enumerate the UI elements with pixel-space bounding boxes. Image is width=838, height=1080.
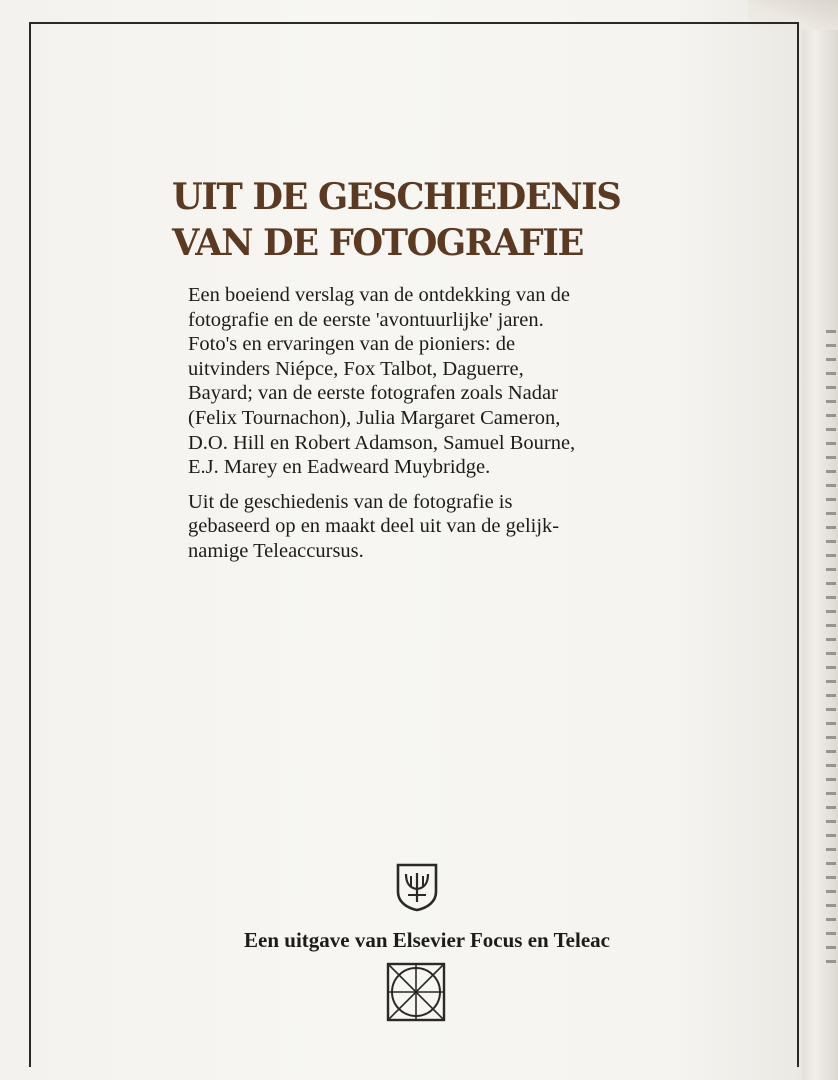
text-line: Een boeiend verslag van de ontdekking van de: [188, 284, 570, 306]
teleac-circle-logo-icon: [386, 962, 446, 1022]
cover-title: [172, 174, 682, 266]
publisher-line: Een uitgave van Elsevier Focus en Teleac: [244, 928, 610, 952]
text-line: Foto's en ervaringen van de pioniers: de: [188, 333, 516, 356]
description-paragraph-1: [188, 283, 668, 480]
text-line: gebaseerd op en maakt deel uit van de gelijk-: [188, 515, 560, 538]
text-line: uitvinders Niépce, Fox Talbot, Daguerre,: [188, 357, 524, 380]
cover-description: [188, 283, 668, 564]
description-paragraph-2: [188, 490, 668, 564]
spine-edge-marks: [826, 330, 836, 970]
text-line: (Felix Tournachon), Julia Margaret Cameron,: [188, 406, 561, 429]
text-line: fotografie en de eerste 'avontuurlijke' jaren.: [188, 308, 544, 331]
book-spine-edge: [802, 0, 838, 1080]
text-line: Uit de geschiedenis van de fotografie is: [188, 490, 513, 513]
text-line: E.J. Marey en Eadweard Muybridge.: [188, 456, 491, 479]
elsevier-tree-logo-icon: [394, 862, 440, 912]
text-line: Bayard; van de eerste fotografen zoals Nadar: [188, 382, 558, 405]
cover-title-line-2: VAN DE FOTOGRAFIE: [172, 222, 584, 264]
cover-title-line-1: UIT DE GESCHIEDENIS: [172, 176, 621, 218]
text-line: D.O. Hill en Robert Adamson, Samuel Bourne,: [188, 431, 576, 454]
text-line: namige Teleaccursus.: [188, 539, 364, 562]
